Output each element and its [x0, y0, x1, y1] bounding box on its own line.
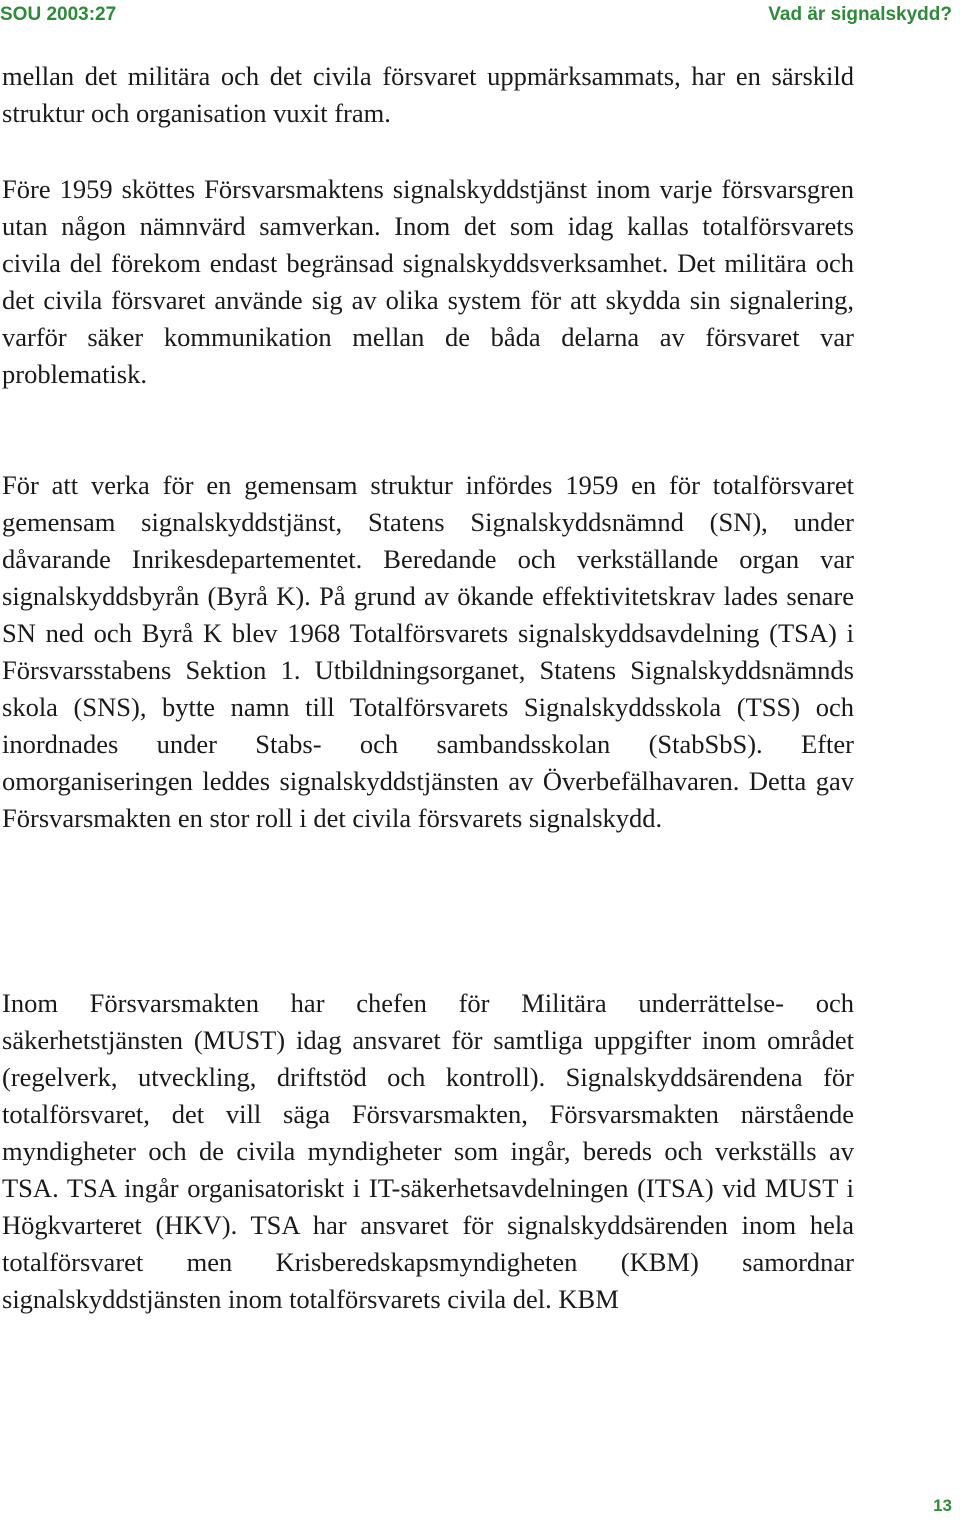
paragraph-4: Inom Försvarsmakten har chefen för Militära underrättelse- och säkerhetstjänsten (MUST) idag ansvaret för samtliga uppgifter inom området (regelverk, utveckling, driftstöd och kontroll). Signalskyddsärendena för totalförsvaret, det vill säga Försvarsmakten, Försvarsmakten närstående myndigheter och de civila myndigheter som ingår, bereds och verkställs av TSA. TSA ingår organisatoriskt i IT-säkerhetsavdelningen (ITSA) vid MUST i Högkvarteret (HKV). TSA har ansvaret för signalskyddsärenden inom hela totalförsvaret men Krisberedskapsmyndigheten (KBM) samordnar signalskyddstjänsten inom totalförsvarets civila del. KBM: [2, 988, 854, 1314]
page-number: 13: [933, 1496, 952, 1515]
paragraph-3: För att verka för en gemensam struktur infördes 1959 en för totalförsvaret gemensam signalskyddstjänst, Statens Signalskyddsnämnd (SN), under dåvarande Inrikesdepartementet. Beredande och verkställande organ var signalskyddsbyrån (Byrå K). På grund av ökande effektivitetskrav lades senare SN ned och Byrå K blev 1968 Totalförsvarets signalskyddsavdelning (TSA) i Försvarsstabens Sektion 1. Utbildningsorganet, Statens Signalskyddsnämnds skola (SNS), bytte namn till Totalförsvarets Signalskyddsskola (TSS) och inordnades under Stabs- och sambandsskolan (StabSbS). Efter omorganiseringen leddes signalskyddstjänsten av Överbefälhavaren. Detta gav Försvarsmakten en stor roll i det civila försvarets signalskydd.: [2, 470, 854, 833]
paragraph-1: mellan det militära och det civila försvaret uppmärksammats, har en särskild struktur och organisation vuxit fram.: [2, 61, 854, 128]
running-header-chapter-title: Vad är signalskydd?: [768, 4, 952, 25]
paragraph-2: Före 1959 sköttes Försvarsmaktens signalskyddstjänst inom varje försvarsgren utan någon nämnvärd samverkan. Inom det som idag kallas totalförsvarets civila del förekom endast begränsad signalskyddsverksamhet. Det militära och det civila försvaret använde sig av olika system för att skydda sin signalering, varför säker kommunikation mellan de båda delarna av försvaret var problematisk.: [2, 174, 854, 389]
running-header-document-id: SOU 2003:27: [0, 4, 117, 25]
